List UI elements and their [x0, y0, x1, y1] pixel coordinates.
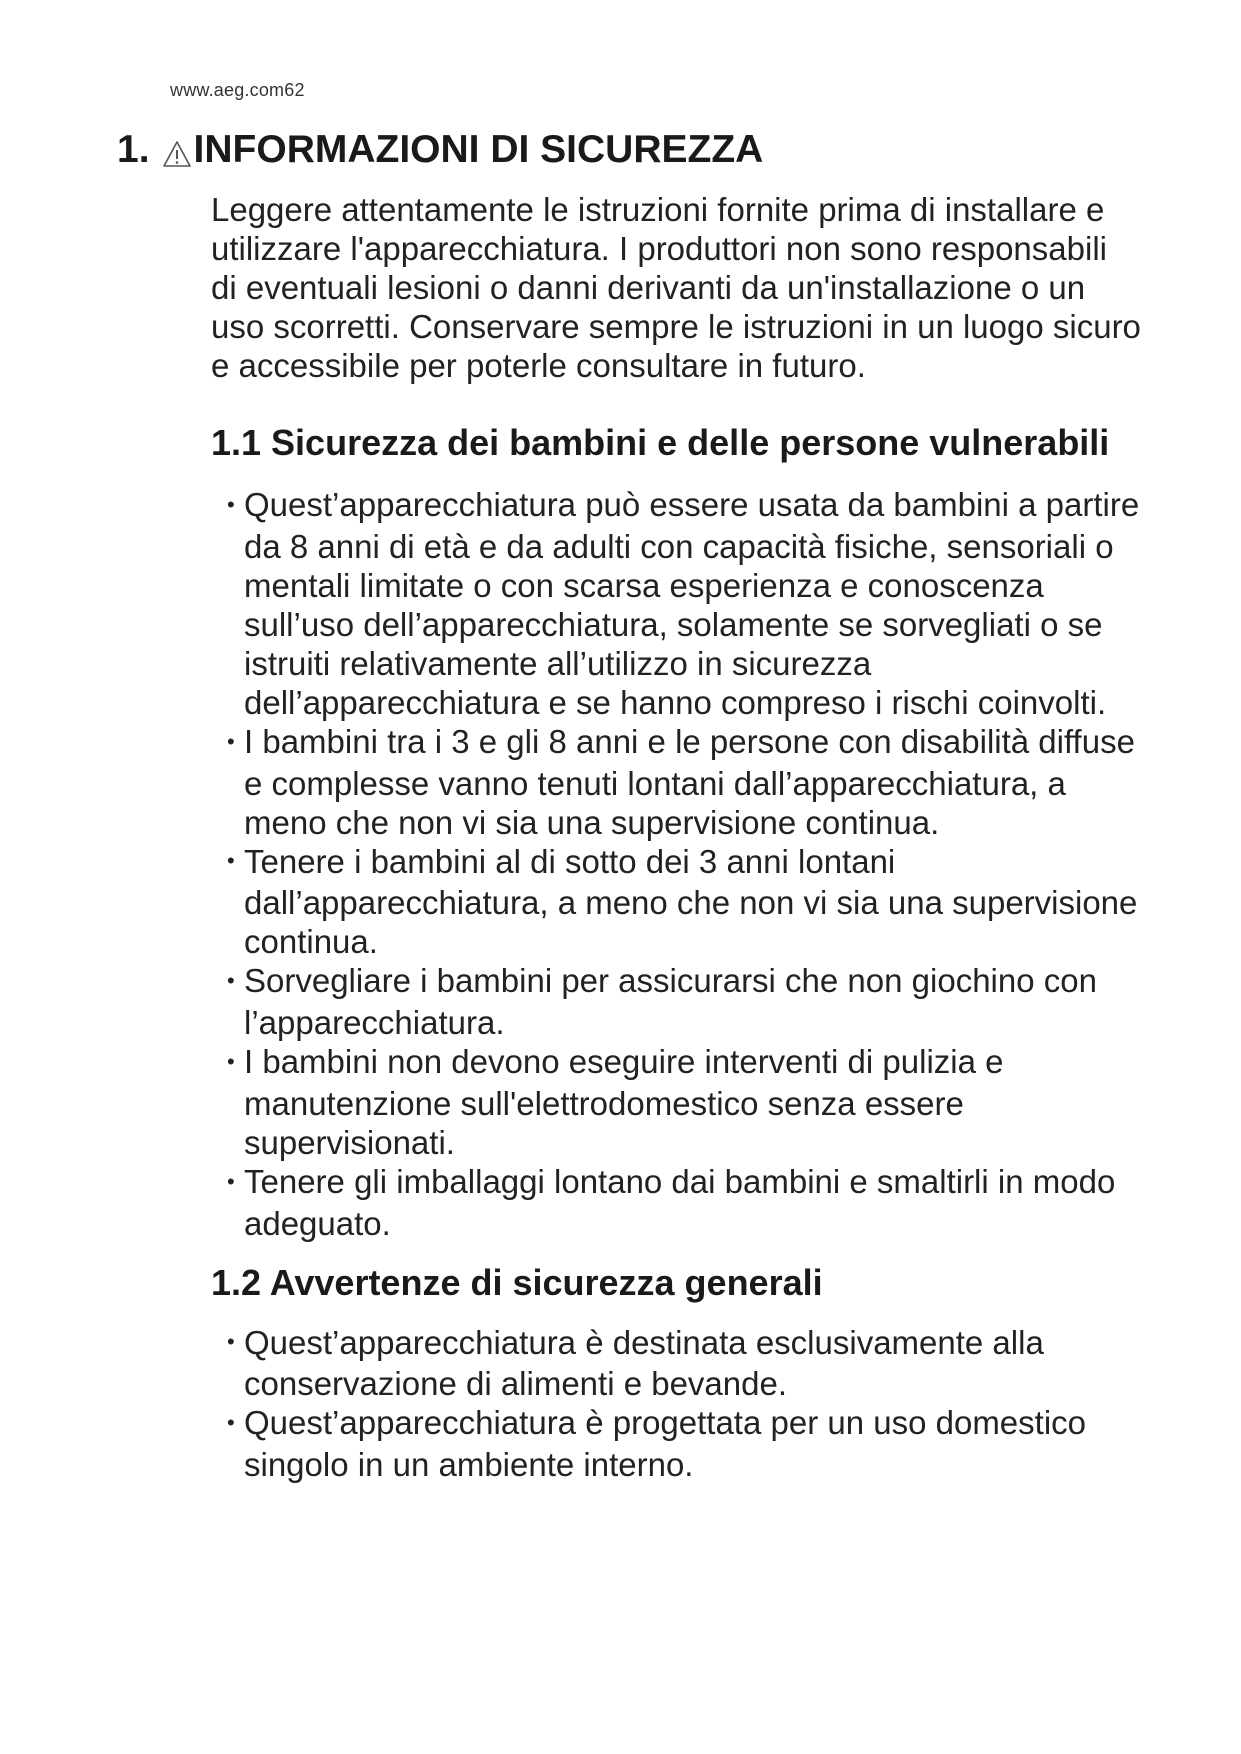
section-title: [117, 128, 763, 173]
page-content: [211, 190, 1141, 1484]
general-safety-list: [211, 1323, 1141, 1485]
list-item: • Tenere gli imballaggi lontano dai bambini e smaltirli in modo adeguato.: [227, 1162, 1116, 1242]
bullet-dot-icon: •: [227, 848, 235, 874]
list-item: • Tenere i bambini al di sotto dei 3 anni lontani dall’apparecchiatura, a meno che non vi sia una supervisione continua.: [227, 842, 1138, 961]
list-item: • Quest’apparecchiatura è destinata esclusivamente alla conservazione di alimenti e bevande.: [227, 1323, 1044, 1403]
list-item: • Sorvegliare i bambini per assicurarsi che non giochino con l’apparecchiatura.: [227, 962, 1097, 1042]
warning-triangle-icon: [162, 134, 192, 162]
bullet-dot-icon: •: [227, 1329, 235, 1355]
child-safety-list: [211, 485, 1141, 1243]
list-item: • Quest’apparecchiatura può essere usata da bambini a partire da 8 anni di età e da adulti con capacità fisiche, sensoriali o mentali limitate o con scarsa esperienza e conoscenza sull’uso dell’apparecchiatura, solamente se sorvegliati o se istruiti relativamente all’utilizzo in sicurezza dell’apparecchiatura e se hanno compreso i rischi coinvolti.: [227, 486, 1140, 721]
bullet-dot-icon: •: [227, 1048, 235, 1074]
subsection-title-child-safety: 1.1 Sicurezza dei bambini e delle persone vulnerabili: [211, 422, 1110, 463]
list-item: • Quest’apparecchiatura è progettata per un uso domestico singolo in un ambiente interno.: [227, 1404, 1087, 1484]
subsection-title-general-safety: 1.2 Avvertenze di sicurezza generali: [211, 1261, 823, 1303]
bullet-dot-icon: •: [227, 1410, 235, 1436]
bullet-dot-icon: •: [227, 491, 235, 517]
section-title-text: INFORMAZIONI DI SICUREZZA: [193, 128, 764, 171]
bullet-dot-icon: •: [227, 728, 235, 754]
intro-paragraph: Leggere attentamente le istruzioni fornite prima di installare e utilizzare l'apparecchiatura. I produttori non sono responsabili di eventuali lesioni o danni derivanti da un'installazione o un uso scorretti. Conservare sempre le istruzioni in un luogo sicuro e accessibile per poterle consultare in futuro.: [211, 191, 1141, 384]
list-item: • I bambini tra i 3 e gli 8 anni e le persone con disabilità diffuse e complesse vanno tenuti lontani dall’apparecchiatura, a meno che non vi sia una supervisione continua.: [227, 722, 1135, 841]
list-item: • I bambini non devono eseguire interventi di pulizia e manutenzione sull'elettrodomestico senza essere supervisionati.: [227, 1043, 1004, 1161]
section-number: 1.: [117, 128, 150, 171]
page-header-url: www.aeg.com62: [170, 80, 305, 100]
bullet-dot-icon: •: [227, 1168, 235, 1194]
bullet-dot-icon: •: [227, 968, 235, 994]
